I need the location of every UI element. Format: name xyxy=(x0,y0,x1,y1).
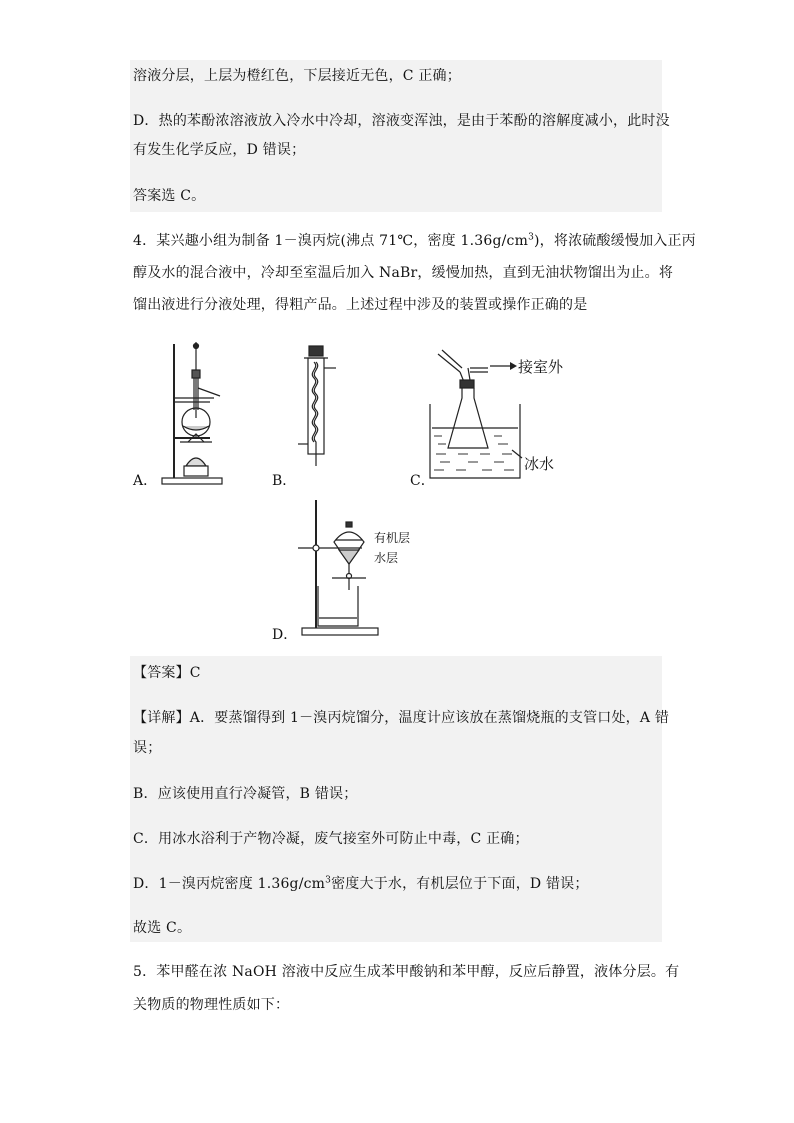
figure-b-condenser xyxy=(292,340,342,470)
detail-d-text-b: 密度大于水，有机层位于下面，D 错误； xyxy=(331,876,589,892)
question-4-line-3: 馏出液进行分液处理，得粗产品。上述过程中涉及的装置或操作正确的是 xyxy=(133,297,588,313)
question-5-line-2: 关物质的物理性质如下： xyxy=(133,997,290,1013)
answer-line: 【答案】C xyxy=(133,665,201,681)
figure-c-exhaust-label: 接室外 xyxy=(518,358,564,376)
figure-d-separatory-funnel xyxy=(292,498,384,640)
detail-a-line-1: 【详解】A．要蒸馏得到 1－溴丙烷馏分，温度计应该放在蒸馏烧瓶的支管口处，A 错 xyxy=(133,710,670,726)
detail-d-superscript: 3 xyxy=(325,875,332,886)
detail-d-text-a: D．1－溴丙烷密度 1.36g/cm xyxy=(133,876,326,892)
detail-a-line-2: 误； xyxy=(133,740,162,756)
option-c-label: C． xyxy=(410,473,435,489)
question-4-line-1 xyxy=(133,232,696,250)
figure-a-distillation xyxy=(150,338,240,490)
detail-conclusion: 故选 C。 xyxy=(133,920,192,936)
analysis-line-c: 溶液分层，上层为橙红色，下层接近无色，C 正确； xyxy=(133,68,461,84)
analysis-line-d-1: D．热的苯酚浓溶液放入冷水中冷却，溶液变浑浊，是由于苯酚的溶解度减小，此时没 xyxy=(133,113,670,129)
detail-b-line: B．应该使用直行冷凝管，B 错误； xyxy=(133,786,358,802)
option-a-label: A． xyxy=(133,473,158,489)
analysis-line-d-2: 有发生化学反应，D 错误； xyxy=(133,142,306,158)
figure-d-organic-layer-label: 有机层 xyxy=(374,531,411,545)
question-4-line-2: 醇及水的混合液中，冷却至室温后加入 NaBr，缓慢加热，直到无油状物馏出为止。将 xyxy=(133,265,674,281)
q4-text-b: )，将浓硫酸缓慢加入正丙 xyxy=(534,233,696,249)
question-5-line-1: 5．苯甲醛在浓 NaOH 溶液中反应生成苯甲酸钠和苯甲醇，反应后静置，液体分层。有 xyxy=(133,964,680,980)
detail-d-line xyxy=(133,875,589,893)
figure-c-ice-water-label: 冰水 xyxy=(524,455,555,473)
option-d-label: D． xyxy=(272,627,298,643)
figure-d-water-layer-label: 水层 xyxy=(374,551,399,565)
detail-c-line: C．用冰水浴利于产物冷凝，废气接室外可防止中毒，C 正确； xyxy=(133,831,529,847)
analysis-conclusion: 答案选 C。 xyxy=(133,188,206,204)
arrow-icon xyxy=(490,360,518,372)
option-b-label: B． xyxy=(272,473,297,489)
q4-superscript: 3 xyxy=(528,232,535,243)
q4-text-a: 4．某兴趣小组为制备 1－溴丙烷(沸点 71℃，密度 1.36g/cm xyxy=(133,233,529,249)
